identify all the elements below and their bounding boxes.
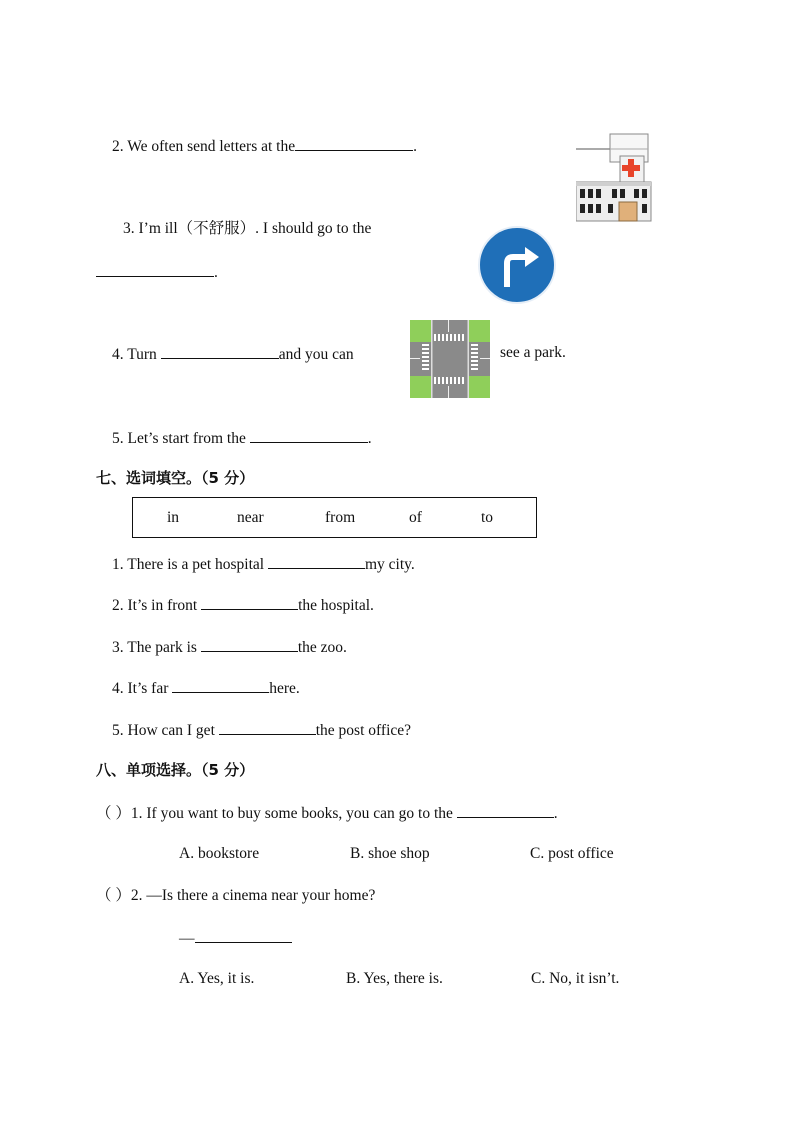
- word-bank-item: near: [237, 509, 264, 526]
- question-7-4: [112, 677, 300, 699]
- question-text: see a park.: [500, 344, 566, 361]
- word-bank-box: [132, 497, 537, 538]
- dialogue-dash: —: [179, 930, 195, 947]
- option-8-1-b[interactable]: B. shoe shop: [350, 845, 430, 862]
- question-text: 4. It’s far: [112, 680, 173, 697]
- question-text: the post office?: [315, 722, 412, 739]
- question-end: .: [367, 430, 372, 447]
- question-text: 2. We often send letters at the: [112, 138, 296, 155]
- answer-parentheses[interactable]: （ ）: [96, 805, 131, 822]
- question-text: 1. There is a pet hospital: [112, 556, 268, 573]
- word-bank-item: in: [167, 509, 180, 526]
- option-8-1-a[interactable]: A. bookstore: [179, 845, 260, 862]
- word-bank-item: of: [409, 509, 422, 526]
- answer-blank[interactable]: [268, 553, 365, 569]
- question-text: the hospital.: [298, 597, 374, 614]
- question-6-4: [112, 343, 354, 365]
- question-7-1: [112, 553, 415, 575]
- option-8-2-b[interactable]: B. Yes, there is.: [346, 970, 443, 987]
- crossroads-icon: [410, 320, 490, 398]
- section-7-heading: 七、选词填空。（5 分）: [96, 469, 255, 487]
- answer-blank[interactable]: [219, 719, 316, 735]
- question-8-2-answer-line: [179, 927, 292, 949]
- option-8-2-c[interactable]: C. No, it isn’t.: [531, 970, 620, 987]
- question-text: 4. Turn: [112, 346, 161, 363]
- question-6-5: [112, 427, 372, 449]
- answer-blank[interactable]: [201, 594, 298, 610]
- question-text: 3. I’m ill（不舒服）. I should go to the: [123, 220, 372, 237]
- question-7-5: [112, 719, 411, 741]
- question-text: the zoo.: [297, 639, 347, 656]
- question-end: .: [413, 138, 417, 155]
- question-end: .: [553, 805, 558, 822]
- question-6-2: [112, 135, 417, 157]
- answer-blank[interactable]: [96, 261, 214, 277]
- answer-blank[interactable]: [250, 427, 368, 443]
- question-text: my city.: [364, 556, 415, 573]
- question-text: 2. —Is there a cinema near your home?: [130, 887, 376, 904]
- question-text: here.: [269, 680, 300, 697]
- question-text: 2. It’s in front: [112, 597, 202, 614]
- question-8-2: [96, 886, 375, 906]
- option-8-1-c[interactable]: C. post office: [530, 845, 614, 862]
- question-text: 5. How can I get: [112, 722, 219, 739]
- answer-blank[interactable]: [161, 343, 279, 359]
- question-text: 5. Let’s start from the: [112, 430, 250, 447]
- question-text: 1. If you want to buy some books, you can go to the: [130, 805, 457, 822]
- question-7-3: [112, 636, 347, 658]
- question-text: 3. The park is: [112, 639, 201, 656]
- turn-right-sign-icon: [477, 225, 557, 305]
- answer-blank[interactable]: [172, 677, 269, 693]
- answer-blank[interactable]: [195, 927, 292, 943]
- question-6-3: [123, 219, 371, 239]
- question-7-2: [112, 594, 374, 616]
- question-8-1: [96, 802, 558, 824]
- question-text: and you can: [278, 346, 354, 363]
- answer-parentheses[interactable]: （ ）: [96, 887, 131, 904]
- word-bank-item: from: [325, 509, 356, 526]
- answer-blank[interactable]: [457, 802, 554, 818]
- answer-blank[interactable]: [201, 636, 298, 652]
- hospital-icon: [576, 132, 653, 222]
- section-8-heading: 八、单项选择。（5 分）: [96, 761, 255, 779]
- question-end: .: [214, 264, 218, 281]
- question-6-4-tail: [500, 343, 566, 363]
- question-6-3-answer-line: [96, 261, 218, 283]
- option-8-2-a[interactable]: A. Yes, it is.: [179, 970, 255, 987]
- answer-blank[interactable]: [295, 135, 413, 151]
- word-bank-item: to: [481, 509, 494, 526]
